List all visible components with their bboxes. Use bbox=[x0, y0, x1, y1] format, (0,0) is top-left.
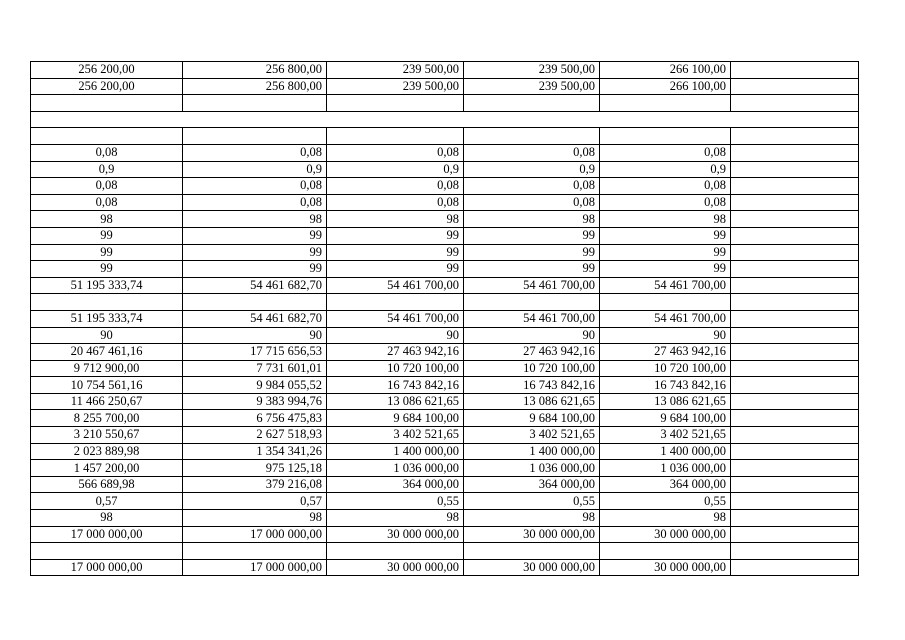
table-cell-col-3 bbox=[327, 543, 464, 560]
table-cell-col-1: 3 210 550,67 bbox=[31, 427, 183, 444]
table-cell-col-2: 379 216,08 bbox=[183, 476, 327, 493]
table-cell-col-1: 1 457 200,00 bbox=[31, 460, 183, 477]
table-cell-col-1: 0,57 bbox=[31, 493, 183, 510]
table-cell-col-6 bbox=[731, 427, 859, 444]
table-row bbox=[31, 211, 859, 228]
table-row bbox=[31, 78, 859, 95]
table-cell-col-4: 3 402 521,65 bbox=[464, 427, 600, 444]
table-cell-col-6 bbox=[731, 377, 859, 394]
table-cell-col-4: 0,9 bbox=[464, 161, 600, 178]
table-cell-col-5 bbox=[600, 128, 731, 145]
table-cell-col-3: 0,08 bbox=[327, 178, 464, 195]
table-cell-col-6 bbox=[731, 144, 859, 161]
table-cell-col-3: 98 bbox=[327, 211, 464, 228]
table-cell-col-1: 99 bbox=[31, 227, 183, 244]
table-row bbox=[31, 244, 859, 261]
table-cell-col-4: 54 461 700,00 bbox=[464, 277, 600, 294]
table-row bbox=[31, 377, 859, 394]
table-row bbox=[31, 476, 859, 493]
table-row bbox=[31, 227, 859, 244]
table-cell-col-5: 364 000,00 bbox=[600, 476, 731, 493]
table-row bbox=[31, 161, 859, 178]
table-cell-col-3: 0,9 bbox=[327, 161, 464, 178]
table-cell-col-2: 99 bbox=[183, 261, 327, 278]
table-cell-col-5: 54 461 700,00 bbox=[600, 310, 731, 327]
table-cell-col-1: 0,08 bbox=[31, 144, 183, 161]
table-cell-col-2: 54 461 682,70 bbox=[183, 310, 327, 327]
table-cell-col-5: 0,08 bbox=[600, 178, 731, 195]
table-cell-col-2: 17 000 000,00 bbox=[183, 526, 327, 543]
table-cell-col-1: 99 bbox=[31, 261, 183, 278]
table-cell-col-3: 54 461 700,00 bbox=[327, 277, 464, 294]
table-cell-col-1: 2 023 889,98 bbox=[31, 443, 183, 460]
table-cell-col-4: 239 500,00 bbox=[464, 78, 600, 95]
table-cell-col-2: 98 bbox=[183, 211, 327, 228]
table-cell-col-3: 16 743 842,16 bbox=[327, 377, 464, 394]
table-cell-col-6 bbox=[731, 510, 859, 527]
table-cell-col-5: 0,9 bbox=[600, 161, 731, 178]
table-cell-col-5: 30 000 000,00 bbox=[600, 526, 731, 543]
table-cell-col-3: 9 684 100,00 bbox=[327, 410, 464, 427]
table-row bbox=[31, 526, 859, 543]
table-cell-col-2: 9 383 994,76 bbox=[183, 393, 327, 410]
table-cell-col-1: 566 689,98 bbox=[31, 476, 183, 493]
table-cell-col-6 bbox=[731, 178, 859, 195]
table-row bbox=[31, 443, 859, 460]
table-row bbox=[31, 460, 859, 477]
table-row bbox=[31, 128, 859, 145]
table-cell-col-3: 90 bbox=[327, 327, 464, 344]
table-cell-col-6 bbox=[731, 95, 859, 112]
table-cell-col-6 bbox=[731, 78, 859, 95]
table-row bbox=[31, 310, 859, 327]
table-cell-col-2: 9 984 055,52 bbox=[183, 377, 327, 394]
table-cell-col-3: 239 500,00 bbox=[327, 78, 464, 95]
table-cell-col-6 bbox=[731, 261, 859, 278]
table-cell-col-6 bbox=[731, 476, 859, 493]
table-cell-col-2: 2 627 518,93 bbox=[183, 427, 327, 444]
table-cell-col-4: 90 bbox=[464, 327, 600, 344]
table-cell-col-2 bbox=[183, 543, 327, 560]
section-divider-cell bbox=[31, 111, 859, 128]
table-cell-col-5: 16 743 842,16 bbox=[600, 377, 731, 394]
table-cell-col-5: 98 bbox=[600, 510, 731, 527]
table-cell-col-5: 99 bbox=[600, 261, 731, 278]
table-row bbox=[31, 393, 859, 410]
table-cell-col-4: 239 500,00 bbox=[464, 62, 600, 79]
table-cell-col-6 bbox=[731, 227, 859, 244]
table-cell-col-6 bbox=[731, 128, 859, 145]
table-cell-col-4: 1 400 000,00 bbox=[464, 443, 600, 460]
table-cell-col-5: 90 bbox=[600, 327, 731, 344]
table-cell-col-4 bbox=[464, 294, 600, 311]
table-cell-col-3: 27 463 942,16 bbox=[327, 344, 464, 361]
table-cell-col-1: 8 255 700,00 bbox=[31, 410, 183, 427]
table-cell-col-2 bbox=[183, 128, 327, 145]
table-cell-col-5: 266 100,00 bbox=[600, 62, 731, 79]
table-cell-col-1: 0,08 bbox=[31, 178, 183, 195]
table-cell-col-3: 1 036 000,00 bbox=[327, 460, 464, 477]
table-cell-col-6 bbox=[731, 211, 859, 228]
table-cell-col-3: 30 000 000,00 bbox=[327, 559, 464, 576]
table-cell-col-2: 256 800,00 bbox=[183, 62, 327, 79]
table-cell-col-2: 256 800,00 bbox=[183, 78, 327, 95]
table-cell-col-2: 1 354 341,26 bbox=[183, 443, 327, 460]
table-cell-col-1: 256 200,00 bbox=[31, 62, 183, 79]
table-cell-col-3: 13 086 621,65 bbox=[327, 393, 464, 410]
table-cell-col-3: 0,55 bbox=[327, 493, 464, 510]
table-cell-col-3 bbox=[327, 95, 464, 112]
table-row bbox=[31, 194, 859, 211]
table-cell-col-2: 90 bbox=[183, 327, 327, 344]
table-cell-col-6 bbox=[731, 244, 859, 261]
table-cell-col-5: 27 463 942,16 bbox=[600, 344, 731, 361]
table-row bbox=[31, 62, 859, 79]
table-cell-col-5: 9 684 100,00 bbox=[600, 410, 731, 427]
table-cell-col-4: 9 684 100,00 bbox=[464, 410, 600, 427]
table-cell-col-6 bbox=[731, 443, 859, 460]
table-cell-col-3: 0,08 bbox=[327, 144, 464, 161]
data-table bbox=[30, 61, 859, 576]
table-cell-col-2: 99 bbox=[183, 227, 327, 244]
table-cell-col-5: 30 000 000,00 bbox=[600, 559, 731, 576]
table-cell-col-1 bbox=[31, 543, 183, 560]
table-cell-col-5: 266 100,00 bbox=[600, 78, 731, 95]
table-cell-col-3: 99 bbox=[327, 244, 464, 261]
table-row bbox=[31, 95, 859, 112]
table-cell-col-3: 10 720 100,00 bbox=[327, 360, 464, 377]
table-cell-col-4: 98 bbox=[464, 211, 600, 228]
table-row bbox=[31, 510, 859, 527]
table-cell-col-1: 17 000 000,00 bbox=[31, 526, 183, 543]
table-row bbox=[31, 427, 859, 444]
table-cell-col-5: 3 402 521,65 bbox=[600, 427, 731, 444]
table-cell-col-3: 30 000 000,00 bbox=[327, 526, 464, 543]
table-cell-col-6 bbox=[731, 493, 859, 510]
table-cell-col-6 bbox=[731, 194, 859, 211]
table-row bbox=[31, 344, 859, 361]
table-cell-col-3: 239 500,00 bbox=[327, 62, 464, 79]
table-cell-col-6 bbox=[731, 277, 859, 294]
table-cell-col-4: 99 bbox=[464, 261, 600, 278]
table-cell-col-4: 30 000 000,00 bbox=[464, 526, 600, 543]
table-cell-col-6 bbox=[731, 410, 859, 427]
table-cell-col-6 bbox=[731, 393, 859, 410]
table-cell-col-2: 0,08 bbox=[183, 194, 327, 211]
table-cell-col-3: 99 bbox=[327, 261, 464, 278]
table-cell-col-4: 10 720 100,00 bbox=[464, 360, 600, 377]
table-cell-col-3: 1 400 000,00 bbox=[327, 443, 464, 460]
table-cell-col-6 bbox=[731, 310, 859, 327]
table-row bbox=[31, 144, 859, 161]
table-row bbox=[31, 111, 859, 128]
table-cell-col-1: 51 195 333,74 bbox=[31, 277, 183, 294]
table-cell-col-4 bbox=[464, 543, 600, 560]
table-cell-col-4: 0,08 bbox=[464, 178, 600, 195]
table-cell-col-4: 16 743 842,16 bbox=[464, 377, 600, 394]
table-cell-col-6 bbox=[731, 62, 859, 79]
table-row bbox=[31, 327, 859, 344]
table-cell-col-2: 975 125,18 bbox=[183, 460, 327, 477]
table-cell-col-5: 10 720 100,00 bbox=[600, 360, 731, 377]
table-cell-col-1: 0,9 bbox=[31, 161, 183, 178]
table-cell-col-1: 98 bbox=[31, 510, 183, 527]
table-cell-col-2: 99 bbox=[183, 244, 327, 261]
table-cell-col-1 bbox=[31, 128, 183, 145]
table-cell-col-6 bbox=[731, 294, 859, 311]
table-cell-col-5 bbox=[600, 543, 731, 560]
table-cell-col-6 bbox=[731, 327, 859, 344]
table-cell-col-4: 27 463 942,16 bbox=[464, 344, 600, 361]
table-cell-col-4: 99 bbox=[464, 244, 600, 261]
table-cell-col-2: 6 756 475,83 bbox=[183, 410, 327, 427]
table-cell-col-5 bbox=[600, 95, 731, 112]
table-row bbox=[31, 277, 859, 294]
table-cell-col-3: 364 000,00 bbox=[327, 476, 464, 493]
table-cell-col-6 bbox=[731, 526, 859, 543]
table-cell-col-5: 0,08 bbox=[600, 194, 731, 211]
table-cell-col-5 bbox=[600, 294, 731, 311]
table-cell-col-3: 0,08 bbox=[327, 194, 464, 211]
table-cell-col-1: 11 466 250,67 bbox=[31, 393, 183, 410]
table-cell-col-5: 13 086 621,65 bbox=[600, 393, 731, 410]
table-cell-col-4: 30 000 000,00 bbox=[464, 559, 600, 576]
table-cell-col-1: 256 200,00 bbox=[31, 78, 183, 95]
table-cell-col-1 bbox=[31, 294, 183, 311]
table-cell-col-1: 51 195 333,74 bbox=[31, 310, 183, 327]
table-row bbox=[31, 543, 859, 560]
table-row bbox=[31, 559, 859, 576]
table-cell-col-1: 20 467 461,16 bbox=[31, 344, 183, 361]
table-cell-col-4: 0,08 bbox=[464, 144, 600, 161]
table-cell-col-3 bbox=[327, 294, 464, 311]
table-cell-col-1: 90 bbox=[31, 327, 183, 344]
table-cell-col-6 bbox=[731, 344, 859, 361]
table-cell-col-2: 0,57 bbox=[183, 493, 327, 510]
table-cell-col-3: 3 402 521,65 bbox=[327, 427, 464, 444]
table-cell-col-5: 98 bbox=[600, 211, 731, 228]
table-cell-col-4: 54 461 700,00 bbox=[464, 310, 600, 327]
table-cell-col-6 bbox=[731, 161, 859, 178]
table-cell-col-5: 1 036 000,00 bbox=[600, 460, 731, 477]
table-cell-col-1: 10 754 561,16 bbox=[31, 377, 183, 394]
table-cell-col-2 bbox=[183, 294, 327, 311]
table-row bbox=[31, 360, 859, 377]
table-cell-col-2: 54 461 682,70 bbox=[183, 277, 327, 294]
table-cell-col-5: 0,08 bbox=[600, 144, 731, 161]
table-cell-col-5: 1 400 000,00 bbox=[600, 443, 731, 460]
table-cell-col-5: 99 bbox=[600, 244, 731, 261]
table-cell-col-1: 0,08 bbox=[31, 194, 183, 211]
table-cell-col-4: 1 036 000,00 bbox=[464, 460, 600, 477]
table-cell-col-3: 98 bbox=[327, 510, 464, 527]
table-cell-col-5: 99 bbox=[600, 227, 731, 244]
table-row bbox=[31, 178, 859, 195]
table-cell-col-6 bbox=[731, 360, 859, 377]
table-row bbox=[31, 294, 859, 311]
table-cell-col-4 bbox=[464, 128, 600, 145]
table-cell-col-4: 99 bbox=[464, 227, 600, 244]
table-cell-col-4 bbox=[464, 95, 600, 112]
table-cell-col-2: 7 731 601,01 bbox=[183, 360, 327, 377]
table-cell-col-4: 13 086 621,65 bbox=[464, 393, 600, 410]
table-cell-col-1: 17 000 000,00 bbox=[31, 559, 183, 576]
table-row bbox=[31, 493, 859, 510]
table-cell-col-5: 54 461 700,00 bbox=[600, 277, 731, 294]
table-cell-col-3 bbox=[327, 128, 464, 145]
table-cell-col-3: 54 461 700,00 bbox=[327, 310, 464, 327]
table-cell-col-1: 98 bbox=[31, 211, 183, 228]
table-cell-col-3: 99 bbox=[327, 227, 464, 244]
table-cell-col-4: 0,08 bbox=[464, 194, 600, 211]
table-cell-col-4: 98 bbox=[464, 510, 600, 527]
table-cell-col-4: 0,55 bbox=[464, 493, 600, 510]
table-cell-col-6 bbox=[731, 559, 859, 576]
table-cell-col-4: 364 000,00 bbox=[464, 476, 600, 493]
table-cell-col-5: 0,55 bbox=[600, 493, 731, 510]
table-cell-col-6 bbox=[731, 543, 859, 560]
table-cell-col-1 bbox=[31, 95, 183, 112]
table-cell-col-1: 9 712 900,00 bbox=[31, 360, 183, 377]
table-cell-col-2: 98 bbox=[183, 510, 327, 527]
table-cell-col-6 bbox=[731, 460, 859, 477]
table-body bbox=[31, 62, 859, 576]
table-row bbox=[31, 261, 859, 278]
table-cell-col-2: 17 715 656,53 bbox=[183, 344, 327, 361]
table-cell-col-2: 0,08 bbox=[183, 144, 327, 161]
table-cell-col-2 bbox=[183, 95, 327, 112]
table-cell-col-2: 17 000 000,00 bbox=[183, 559, 327, 576]
table-cell-col-2: 0,9 bbox=[183, 161, 327, 178]
table-cell-col-1: 99 bbox=[31, 244, 183, 261]
table-row bbox=[31, 410, 859, 427]
table-cell-col-2: 0,08 bbox=[183, 178, 327, 195]
